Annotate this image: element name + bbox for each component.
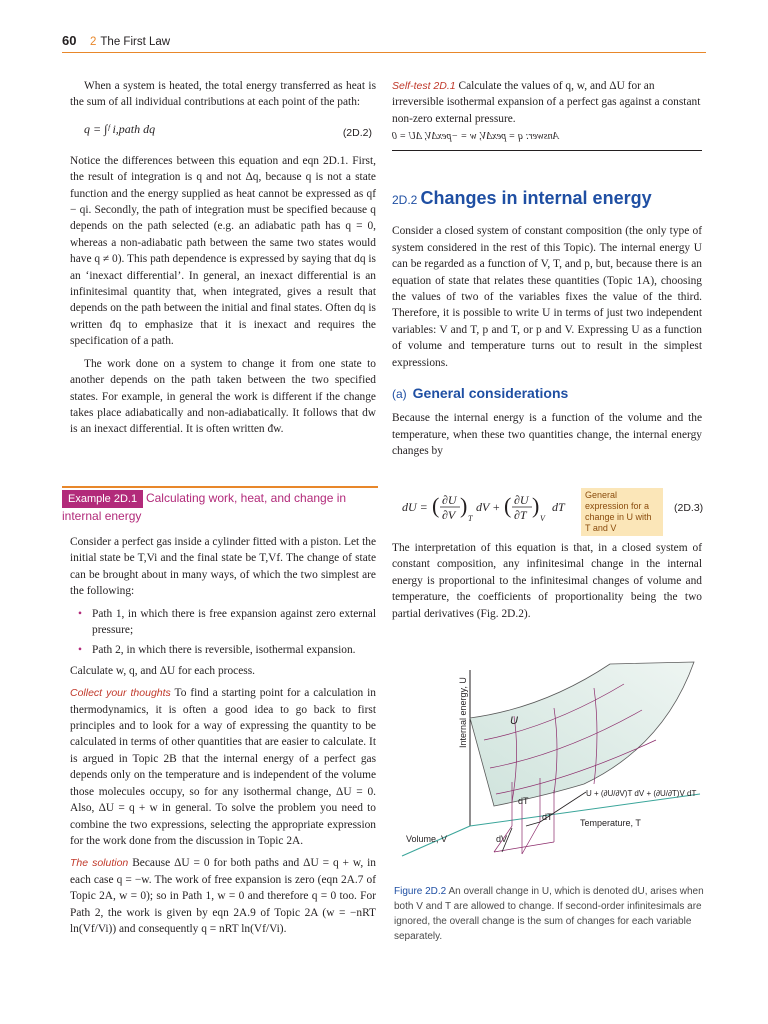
svg-text:V: V [540, 514, 545, 523]
caption-label: Figure 2D.2 [394, 886, 447, 897]
list-item: • Path 1, in which there is free expansion against zero external pressure; [84, 606, 376, 639]
paragraph: Calculate w, q, and ΔU for each process. [70, 664, 255, 677]
solution-text: Because ΔU = 0 for both paths and ΔU = q + w, in each case q = −w. The work of free expansion is zero (eqn 2A.7 of Topic 2A, w = 0); so in Path 1, w = 0 and therefore q = 0 too. For Path 2, the work is given by eqn 2A.9 of Topic 2A (w = −nRT ln(Vf/Vi)) and consequently q = nRT ln(Vf/Vi). [70, 857, 377, 935]
svg-text:dU =: dU = [402, 500, 428, 514]
margin-note: General expression for a change in U with T and V [581, 488, 663, 536]
subsection-title: General considerations [412, 385, 569, 402]
caption-text: An overall change in U, which is denoted dU, arises when both V and T are allowed to change. If second-order infinitesimals are ignored, the overall change is the sum of changes for each variable separately. [394, 886, 704, 942]
svg-text:T: T [468, 514, 473, 523]
figure-caption [394, 884, 704, 944]
paragraph: The work done on a system to change it from one state to another depends on the path taken between the two specified states. For example, in general the work is different if the change takes place adiabatically and non-adiabatically. It follows that dw is an inexact differential. It is often written đw. [70, 357, 376, 436]
paragraph: Consider a perfect gas inside a cylinder fitted with a piston. Let the initial state be T,Vi and the final state be T,Vf. The change of state can be brought about in many ways, of which the two simplest are the following: [70, 536, 376, 598]
solution [70, 855, 376, 937]
equation-number: (2D.2) [342, 126, 372, 139]
svg-text:(: ( [504, 493, 512, 518]
paragraph: The interpretation of this equation is that, in a closed system of constant composition, any infinitesimal change in the internal energy is proportional to the infinitesimal changes of volume and temperature, the coefficients of proportionality being the two partial derivatives (Fig. 2D.2). [392, 542, 702, 620]
page-number: 60 [62, 33, 77, 48]
svg-text:∂U: ∂U [442, 493, 457, 507]
surface-diagram [394, 656, 704, 876]
collect-text: To find a starting point for a calculation in thermodynamics, it is often a good idea to go back to first principles and to look for a way of expressing the quantity to be calculated in terms of other quantities that are easier to calculate. It is argued in Topic 2B that the internal energy of a perfect gas depends only on the temperature and is independent of the volume those molecules occupy, so for any isothermal change, ΔU = 0. Also, ΔU = q + w in general. To solve the problem you need to combine the two expressions, selecting the appropriate expression for the work done from the discussion in Topic 2A. [70, 687, 376, 847]
dt-label-upper: dT [518, 796, 529, 806]
chapter-title-text: The First Law [100, 36, 171, 48]
figure-2D2 [394, 656, 704, 876]
right-column [392, 190, 702, 466]
example-tag: Example 2D.1 [62, 490, 143, 508]
svg-text:∂V: ∂V [442, 508, 456, 522]
collect-label: Collect your thoughts [70, 687, 171, 700]
svg-text:∂U: ∂U [514, 493, 529, 507]
path-list [84, 606, 376, 659]
t-axis-label: Temperature, T [580, 818, 641, 828]
example-body [70, 534, 376, 943]
equation-2D2 [70, 117, 376, 147]
sum-label: U + (∂U/∂V)T dV + (∂U/∂T)V dT [586, 789, 697, 798]
section-title: Changes in internal energy [420, 188, 652, 208]
self-test [392, 78, 702, 146]
subsection-number: (a) [392, 387, 407, 402]
example-title: Calculating work, heat, and change in internal energy [62, 491, 347, 524]
svg-text:dV +: dV + [476, 500, 501, 514]
svg-text:(: ( [432, 493, 440, 518]
chapter-title [90, 34, 170, 50]
svg-text:): ) [460, 493, 468, 518]
equation-number: (2D.3) [674, 502, 704, 514]
example-header [62, 486, 378, 530]
selftest-text: Calculate the values of q, w, and ΔU for an irreversible isothermal expansion of a perfect gas against a constant non-zero external pressure. [392, 80, 701, 125]
selftest-answer: Answer: q = pexΔV, w = −pexΔV, ΔU = 0 [392, 131, 559, 143]
chapter-number: 2 [90, 36, 97, 48]
section-number: 2D.2 [392, 193, 418, 207]
selftest-label: Self-test 2D.1 [392, 80, 456, 92]
dt-label: dT [542, 812, 553, 822]
paragraph: Consider a closed system of constant composition (the only type of system considered in the rest of this Topic). The internal energy U can be regarded as a function of V, T, and p, but, because there is an equation of state that relates these quantities (Topic 1A), choosing the values of two of the variables fixes the value of the third. Therefore, it is possible to write U in terms of just two independent variables: V and T, p and T, or p and V. Expressing U as a function of volume and temperature turns out to result in the simplest expressions. [392, 225, 702, 369]
solution-label: The solution [70, 857, 129, 870]
paragraph: Notice the differences between this equation and eqn 2D.1. First, the result of integration is q and not Δq, because q is not a state function and the energy supplied as heat cannot be expressed as qf − qi. Secondly, the path of integration must be specified because q depends on the path selected (e.g. an adiabatic path has q = 0, whereas a non-adiabatic path between the same two states would have q ≠ 0). This path dependence is expressed by saying that dq is an ‘inexact differential’. In general, an inexact differential is an infinitesimal quantity that, when integrated, gives a result that depends on the path between the initial and final states. Often dq is written đq to emphasize that it is inexact and requires the specification of a path. [70, 154, 376, 348]
svg-text:dT: dT [552, 500, 565, 514]
equation-body: q = ∫ᶠ i,path dq [84, 121, 156, 136]
section-heading [392, 190, 702, 209]
paragraph: Because the internal energy is a function of the volume and the temperature, when these two quantities change, the internal energy changes by [392, 412, 702, 458]
v-axis-label: Volume, V [406, 834, 448, 844]
u-axis-label: Internal energy, U [458, 677, 468, 748]
equation-2D3 [400, 490, 580, 526]
divider [392, 150, 702, 151]
svg-text:): ) [532, 493, 540, 518]
u-label: U [510, 715, 518, 727]
svg-text:∂T: ∂T [514, 508, 527, 522]
equation-2D3-graphic [400, 490, 580, 526]
dv-label: dV [496, 834, 508, 844]
collect-thoughts [70, 685, 376, 849]
running-header [62, 33, 706, 53]
list-item: • Path 2, in which there is reversible, isothermal expansion. [84, 642, 376, 658]
left-column-top [70, 78, 376, 444]
right-column-lower [392, 540, 702, 628]
subsection-heading [392, 385, 702, 402]
energy-surface [470, 662, 697, 806]
paragraph: When a system is heated, the total energy transferred as heat is the sum of all individual contributions at each point of the path: [70, 80, 376, 109]
